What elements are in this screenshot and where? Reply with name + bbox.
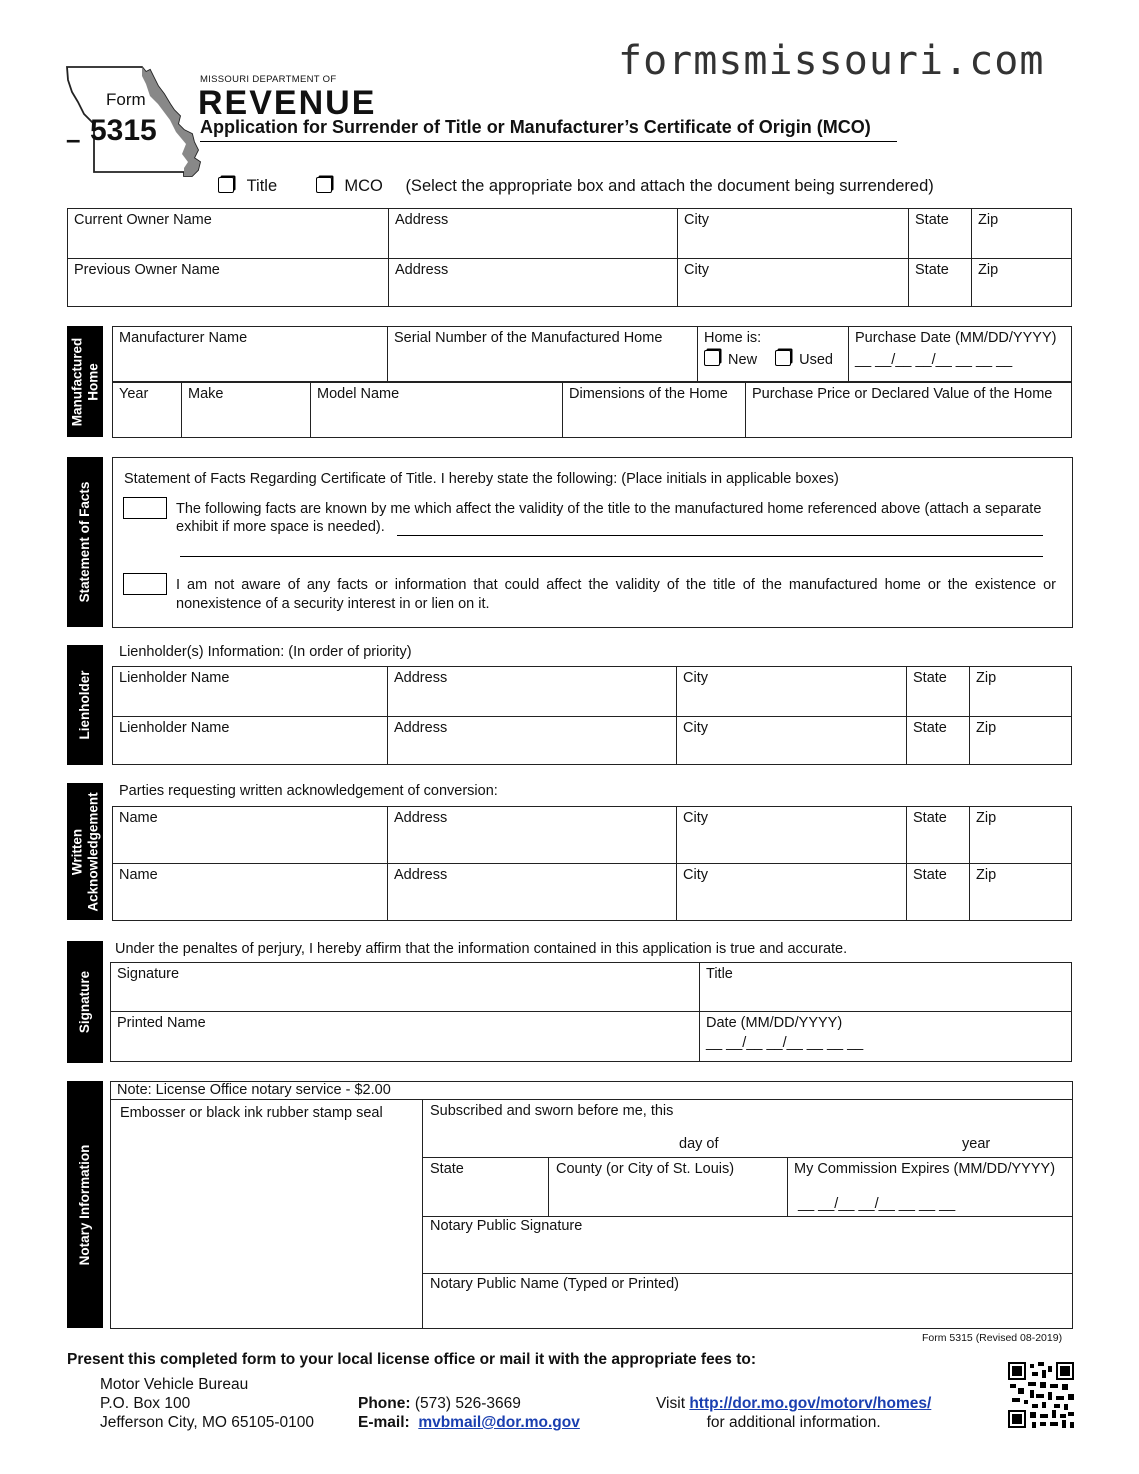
party1-address-field[interactable]: Address [388,807,677,864]
party2-city-field[interactable]: City [677,864,907,921]
current-owner-zip-field[interactable]: Zip [972,209,1072,259]
purchase-price-field[interactable]: Purchase Price or Declared Value of the Home [746,383,1072,438]
lienholder2-name-field[interactable]: Lienholder Name [113,717,388,765]
notary-divider [422,1099,423,1328]
phone-label: Phone: [358,1395,411,1412]
title-checkbox-label: Title [246,177,278,195]
fact1-writein-line2[interactable] [180,556,1043,557]
fact1-initials-box[interactable] [123,497,167,519]
make-field[interactable]: Make [182,383,311,438]
manufactured-home-side-label: Manufactured Home [67,326,103,437]
party2-state-field[interactable]: State [907,864,970,921]
lienholder1-state-field[interactable]: State [907,667,970,717]
notary-signature-field[interactable]: Notary Public Signature [430,1218,583,1234]
party2-address-field[interactable]: Address [388,864,677,921]
notary-col-rule-2 [787,1157,788,1216]
previous-owner-city-field[interactable]: City [678,259,909,307]
owners-table [67,208,1072,307]
phone-number: (573) 526-3669 [414,1395,521,1412]
year-field[interactable]: Year [113,383,182,438]
form-revision: Form 5315 (Revised 08-2019) [922,1332,1063,1344]
statement-side-label: Statement of Facts [67,457,103,627]
notary-row-rule-2 [422,1216,1072,1217]
city-state-zip: Jefferson City, MO 65105-0100 [100,1414,314,1431]
lienholder1-zip-field[interactable]: Zip [970,667,1072,717]
notary-subscribed-text: Subscribed and sworn before me, this [430,1103,674,1119]
additional-info-text: for additional information. [706,1414,881,1431]
notary-fee-note: Note: License Office notary service - $2.00 [117,1082,391,1098]
used-checkbox[interactable] [775,350,791,366]
signature-field[interactable]: Signature [111,963,700,1012]
title-checkbox[interactable] [218,177,234,193]
lienholder1-city-field[interactable]: City [677,667,907,717]
mco-checkbox-label: MCO [344,177,383,195]
home-condition-field: Home is: New Used [698,327,849,382]
lienholder-heading: Lienholder(s) Information: (In order of priority) [119,644,412,660]
party2-zip-field[interactable]: Zip [970,864,1072,921]
signer-title-field[interactable]: Title [700,963,1072,1012]
manufactured-home-table-row2 [112,382,1072,438]
notary-row-rule-3 [422,1273,1072,1274]
party1-city-field[interactable]: City [677,807,907,864]
form-title: Application for Surrender of Title or Manufacturer’s Certificate of Origin (MCO) [200,117,871,137]
notary-name-field[interactable]: Notary Public Name (Typed or Printed) [430,1276,680,1292]
form-dash-decoration: – [66,124,81,154]
manufacturer-name-field[interactable]: Manufacturer Name [113,327,388,382]
previous-owner-state-field[interactable]: State [909,259,972,307]
fact2-text-line1: I am not aware of any facts or information that could affect the validity of the title of the manufactured home or the existence or [176,577,1056,593]
notary-seal-area[interactable]: Embosser or black ink rubber stamp seal [120,1105,383,1121]
lienholder2-address-field[interactable]: Address [388,717,677,765]
mco-checkbox[interactable] [316,177,332,193]
signature-heading: Under the penaltes of perjury, I hereby affirm that the information contained in this application is true and accurate. [115,941,848,957]
signature-date-field[interactable]: Date (MM/DD/YYYY) __ __/__ __/__ __ __ __ [700,1012,1072,1062]
signature-side-label: Signature [67,941,103,1063]
party1-zip-field[interactable]: Zip [970,807,1072,864]
current-owner-city-field[interactable]: City [678,209,909,259]
current-owner-state-field[interactable]: State [909,209,972,259]
fact2-text-line2: nonexistence of a security interest in or lien on it. [176,596,490,612]
document-type-select [218,177,934,196]
current-owner-field[interactable]: Current Owner Name [68,209,389,259]
written-ack-table [112,806,1072,921]
fact1-text-line1: The following facts are known by me which affect the validity of the title to the manufactured home referenced above (attach a separate [176,501,1042,517]
lienholder-side-label: Lienholder [67,645,103,765]
lienholder2-zip-field[interactable]: Zip [970,717,1072,765]
signature-table [110,962,1072,1062]
dept-name-small: MISSOURI DEPARTMENT OF [200,74,337,85]
email-label: E-mail: [358,1414,410,1431]
notary-row-rule-1 [422,1157,1072,1158]
title-underline [200,141,897,142]
statement-heading: Statement of Facts Regarding Certificate of Title. I hereby state the following: (Place initials in applicable boxes) [124,471,839,487]
website-info [656,1394,931,1432]
written-ack-heading: Parties requesting written acknowledgement of conversion: [119,783,498,799]
email-link[interactable]: mvbmail@dor.mo.gov [418,1414,580,1431]
party1-state-field[interactable]: State [907,807,970,864]
lienholder-table [112,666,1072,765]
previous-owner-field[interactable]: Previous Owner Name [68,259,389,307]
notary-county-field[interactable]: County (or City of St. Louis) [556,1161,735,1177]
notary-day-of: day of [679,1136,719,1152]
select-instruction: (Select the appropriate box and attach the document being surrendered) [405,177,934,195]
fact2-initials-box[interactable] [123,573,167,595]
notary-state-field[interactable]: State [430,1161,464,1177]
dept-logo-revenue: REVENUE [198,84,377,122]
serial-number-field[interactable]: Serial Number of the Manufactured Home [388,327,698,382]
notary-col-rule-1 [548,1157,549,1216]
printed-name-field[interactable]: Printed Name [111,1012,700,1062]
fact1-text-line2: exhibit if more space is needed). [176,519,385,535]
contact-info [358,1394,580,1432]
po-box: P.O. Box 100 [100,1395,191,1412]
dimensions-field[interactable]: Dimensions of the Home [563,383,746,438]
bureau-name: Motor Vehicle Bureau [100,1376,249,1393]
purchase-date-field[interactable]: Purchase Date (MM/DD/YYYY) __ __/__ __/__ __ __ __ [849,327,1072,382]
party1-name-field[interactable]: Name [113,807,388,864]
previous-owner-zip-field[interactable]: Zip [972,259,1072,307]
notary-side-label: Notary Information [67,1081,103,1328]
form-number: 5315 [90,114,157,147]
notary-note-rule [110,1099,1072,1100]
mailing-address [100,1375,314,1432]
current-owner-address-field[interactable]: Address [389,209,678,259]
model-name-field[interactable]: Model Name [311,383,563,438]
manufactured-home-table-row1 [112,326,1072,382]
written-ack-side-label: Written Acknowledgement [67,783,103,920]
lienholder1-address-field[interactable]: Address [388,667,677,717]
notary-commission-date-blank: __ __/__ __/__ __ __ __ [798,1196,956,1212]
previous-owner-address-field[interactable]: Address [389,259,678,307]
new-checkbox[interactable] [704,350,720,366]
notary-commission-field[interactable]: My Commission Expires (MM/DD/YYYY) [794,1161,1056,1177]
party2-name-field[interactable]: Name [113,864,388,921]
fact1-writein-line1[interactable] [397,535,1043,536]
watermark-text: formsmissouri.com [618,38,1045,84]
visit-label: Visit [656,1395,686,1412]
website-link[interactable]: http://dor.mo.gov/motorv/homes/ [689,1395,932,1412]
lienholder1-name-field[interactable]: Lienholder Name [113,667,388,717]
form-label: Form [106,90,146,109]
notary-year: year [962,1136,991,1152]
lienholder2-city-field[interactable]: City [677,717,907,765]
qr-code-icon [1008,1362,1074,1428]
footer-instruction: Present this completed form to your local license office or mail it with the appropriate fees to: [67,1351,757,1368]
lienholder2-state-field[interactable]: State [907,717,970,765]
